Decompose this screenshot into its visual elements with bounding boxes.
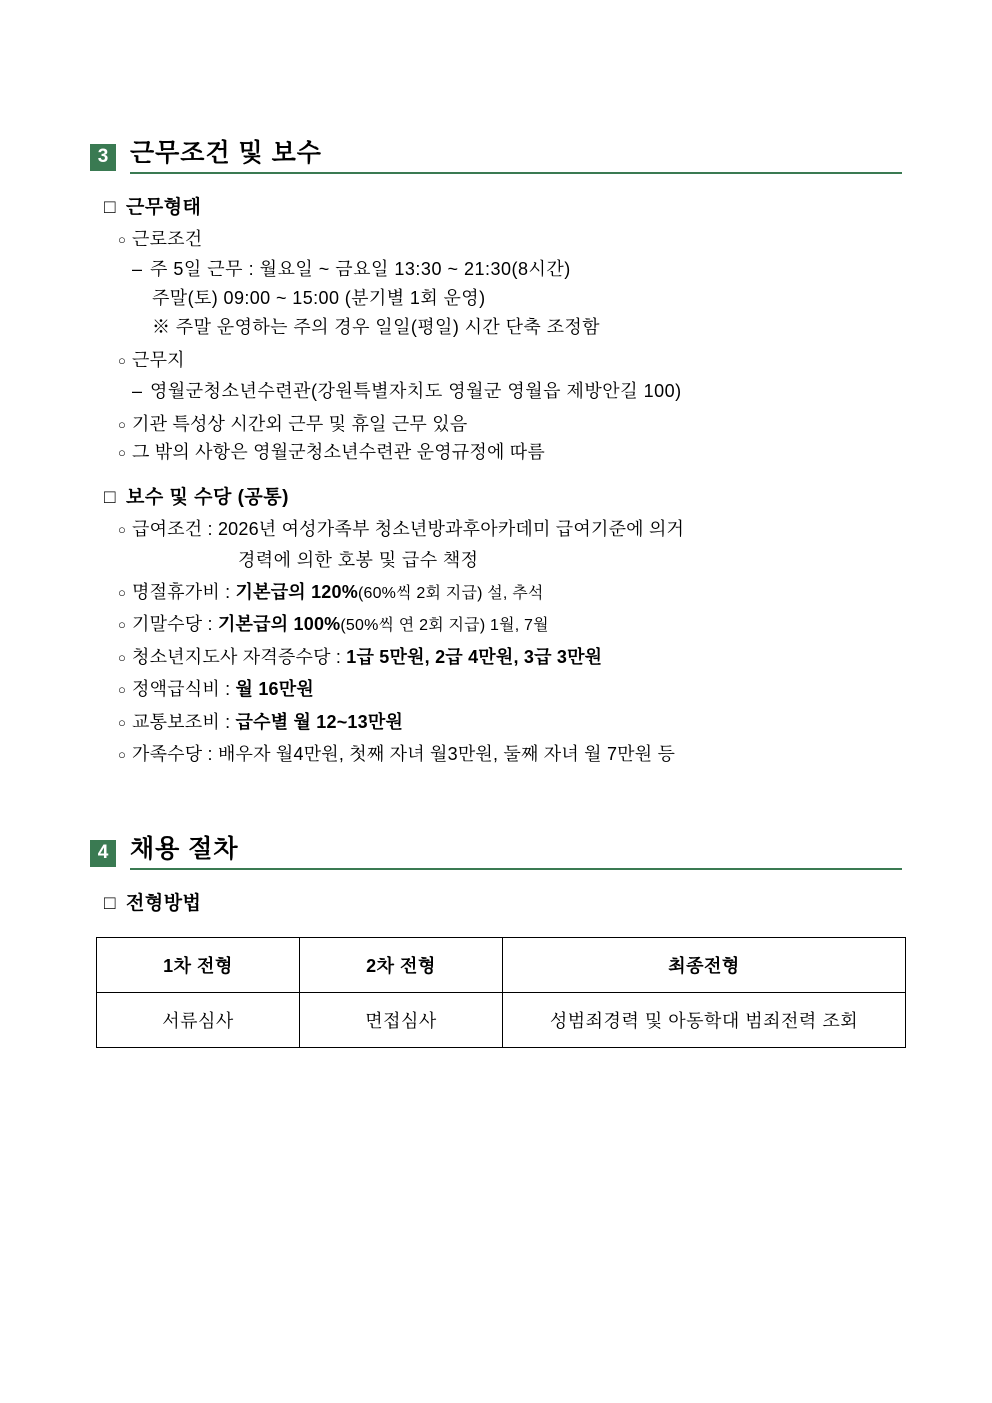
square-bullet-icon: □ — [104, 196, 116, 218]
table-cell: 면접심사 — [300, 992, 503, 1047]
section-4-number: 4 — [90, 840, 116, 867]
meal-allowance-value: 월 16만원 — [235, 679, 314, 700]
table-cell: 서류심사 — [97, 992, 300, 1047]
circle-bullet-icon: ○ — [118, 416, 127, 432]
circle-bullet-icon: ○ — [118, 353, 127, 369]
selection-process-table-wrapper — [96, 937, 902, 1048]
circle-bullet-icon: ○ — [118, 682, 127, 698]
circle-bullet-icon: ○ — [118, 617, 127, 633]
work-place-label: ○ 근무지 — [118, 350, 185, 371]
yearend-bonus-item: ○ 기말수당 : 기본급의 100%(50%씩 연 2회 지급) 1월, 7월 — [118, 614, 549, 635]
section-4-header — [90, 836, 902, 870]
overtime-note: ○ 기관 특성상 시간외 근무 및 휴일 근무 있음 — [118, 413, 468, 434]
section-4-body — [90, 888, 902, 1048]
section-3-body — [90, 192, 902, 767]
circle-bullet-icon: ○ — [118, 746, 127, 762]
work-condition-line-1: – 주 5일 근무 : 월요일 ~ 금요일 13:30 ~ 21:30(8시간) — [132, 257, 902, 282]
circle-bullet-icon: ○ — [118, 445, 127, 461]
table-header-row — [97, 937, 906, 992]
work-condition-line-2: 주말(토) 09:00 ~ 15:00 (분기별 1회 운영) — [152, 287, 486, 308]
table-header-cell: 2차 전형 — [300, 937, 503, 992]
family-allowance-item: ○ 가족수당 : 배우자 월4만원, 첫째 자녀 월3만원, 둘째 자녀 월 7만원 등 — [118, 743, 676, 764]
pay-allowance-heading: □ 보수 및 수당 (공통) — [104, 487, 289, 509]
section-3-title: 근무조건 및 보수 — [130, 139, 322, 167]
yearend-bonus-detail: (50%씩 연 2회 지급) 1월, 7월 — [340, 617, 549, 635]
yearend-bonus-value: 기본급의 100% — [217, 614, 341, 635]
work-condition-note: ※ 주말 운영하는 주의 경우 일일(평일) 시간 단축 조정함 — [152, 317, 600, 338]
section-4-title-underline — [130, 836, 902, 870]
square-bullet-icon: □ — [104, 892, 116, 914]
table-cell: 성범죄경력 및 아동학대 범죄전력 조회 — [503, 992, 906, 1047]
pay-condition-continued: 경력에 의한 호봉 및 급수 책정 — [238, 549, 479, 570]
work-condition-label: ○ 근로조건 — [118, 228, 203, 249]
circle-bullet-icon: ○ — [118, 714, 127, 730]
selection-method-heading: □ 전형방법 — [104, 892, 202, 914]
circle-bullet-icon: ○ — [118, 231, 127, 247]
circle-bullet-icon: ○ — [118, 522, 127, 538]
dash-bullet-icon: – — [132, 380, 143, 401]
section-3-header — [90, 140, 902, 174]
work-place-address: – 영월군청소년수련관(강원특별자치도 영월군 영월읍 제방안길 100) — [132, 379, 902, 404]
holiday-bonus-value: 기본급의 120% — [235, 581, 358, 602]
holiday-bonus-item: ○ 명절휴가비 : 기본급의 120%(60%씩 2회 지급) 설, 추석 — [118, 581, 544, 602]
table-header-cell: 1차 전형 — [97, 937, 300, 992]
certificate-allowance-item: ○ 청소년지도사 자격증수당 : 1급 5만원, 2급 4만원, 3급 3만원 — [118, 646, 603, 667]
other-rules-note: ○ 그 밖의 사항은 영월군청소년수련관 운영규정에 따름 — [118, 442, 545, 463]
transport-allowance-value: 급수별 월 12~13만원 — [235, 711, 404, 732]
certificate-allowance-value: 1급 5만원, 2급 4만원, 3급 3만원 — [346, 646, 603, 667]
table-header-cell: 최종전형 — [503, 937, 906, 992]
section-3-title-underline — [130, 140, 902, 174]
square-bullet-icon: □ — [104, 487, 116, 509]
transport-allowance-item: ○ 교통보조비 : 급수별 월 12~13만원 — [118, 711, 404, 732]
dash-bullet-icon: – — [132, 258, 143, 279]
circle-bullet-icon: ○ — [118, 649, 127, 665]
pay-condition-item: ○ 급여조건 : 2026년 여성가족부 청소년방과후아카데미 급여기준에 의거 — [118, 519, 685, 540]
table-row — [97, 992, 906, 1047]
holiday-bonus-detail: (60%씩 2회 지급) 설, 추석 — [357, 584, 544, 602]
circle-bullet-icon: ○ — [118, 584, 127, 600]
work-type-heading: □ 근무형태 — [104, 196, 202, 218]
section-4-title: 채용 절차 — [130, 835, 239, 864]
section-3-number: 3 — [90, 144, 116, 171]
meal-allowance-item: ○ 정액급식비 : 월 16만원 — [118, 679, 314, 700]
selection-process-table — [96, 937, 906, 1048]
